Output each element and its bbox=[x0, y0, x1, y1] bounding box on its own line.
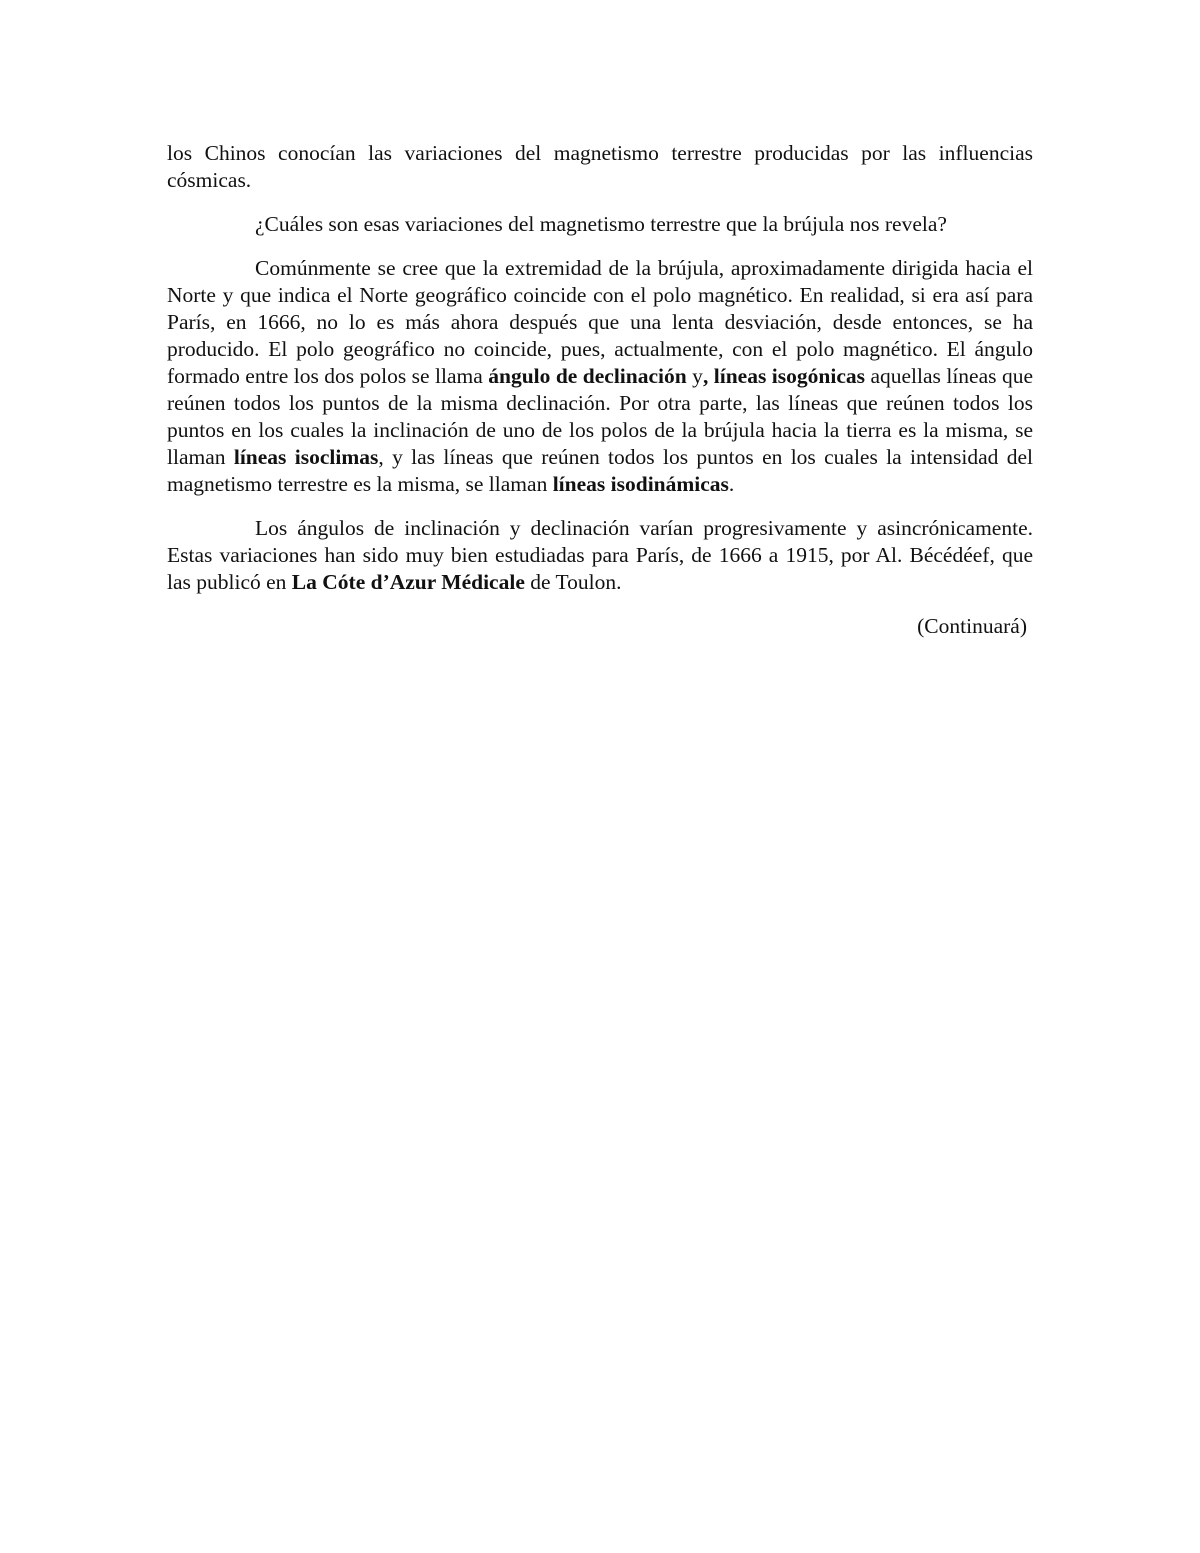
paragraph-text: los Chinos conocían las variaciones del magnetismo terrestre producidas por las influencias cósmicas. bbox=[167, 141, 1033, 192]
paragraph-text: ¿Cuáles son esas variaciones del magnetismo terrestre que la brújula nos revela? bbox=[255, 212, 947, 236]
paragraph-question bbox=[167, 211, 1033, 238]
term-lineas-isoclimas: líneas isoclimas bbox=[233, 445, 379, 469]
paragraph-chinos bbox=[167, 140, 1033, 194]
paragraph-text: aquellas líneas que reúnen todos los puntos de la misma declinación. Por otra parte, las líneas que reúnen todos los puntos en los cuales la inclinación de uno de los polos de la brújula hacia la tierra es la misma, se llaman bbox=[167, 364, 1033, 469]
paragraph-text: , y las líneas que reúnen todos los puntos en los cuales la intensidad del magnetismo terrestre es la misma, se llaman bbox=[167, 445, 1033, 496]
paragraph-text: Comúnmente se cree que la extremidad de la brújula, aproximadamente dirigida hacia el Norte y que indica el Norte geográfico coincide con el polo magnético. En realidad, si era así para París, en 1666, no lo es más ahora después que una lenta desviación, desde entonces, se ha producido. El polo geográfico no coincide, pues, actualmente, con el polo magnético. El ángulo formado entre los dos polos se llama bbox=[167, 256, 1033, 388]
term-angulo-de-declinacion: ángulo de declinación bbox=[488, 364, 687, 388]
publication-title: La Cóte d’Azur Médicale bbox=[291, 570, 525, 594]
paragraph-text: y bbox=[686, 364, 703, 388]
body-text bbox=[167, 140, 1033, 640]
paragraph-text: Los ángulos de inclinación y declinación varían progresivamente y asincrónicamente. Estas variaciones han sido muy bien estudiadas para París, de 1666 a 1915, por Al. Bécédéef, que las publicó en bbox=[167, 516, 1033, 594]
continued-label: (Continuará) bbox=[917, 614, 1027, 638]
paragraph-text: . bbox=[728, 472, 735, 496]
term-lineas-isodinamicas: líneas isodinámicas bbox=[552, 472, 729, 496]
paragraph-declination bbox=[167, 255, 1033, 498]
term-lineas-isogonicas: , líneas isogónicas bbox=[702, 364, 865, 388]
paragraph-text: de Toulon. bbox=[524, 570, 622, 594]
paragraph-angles bbox=[167, 515, 1033, 596]
